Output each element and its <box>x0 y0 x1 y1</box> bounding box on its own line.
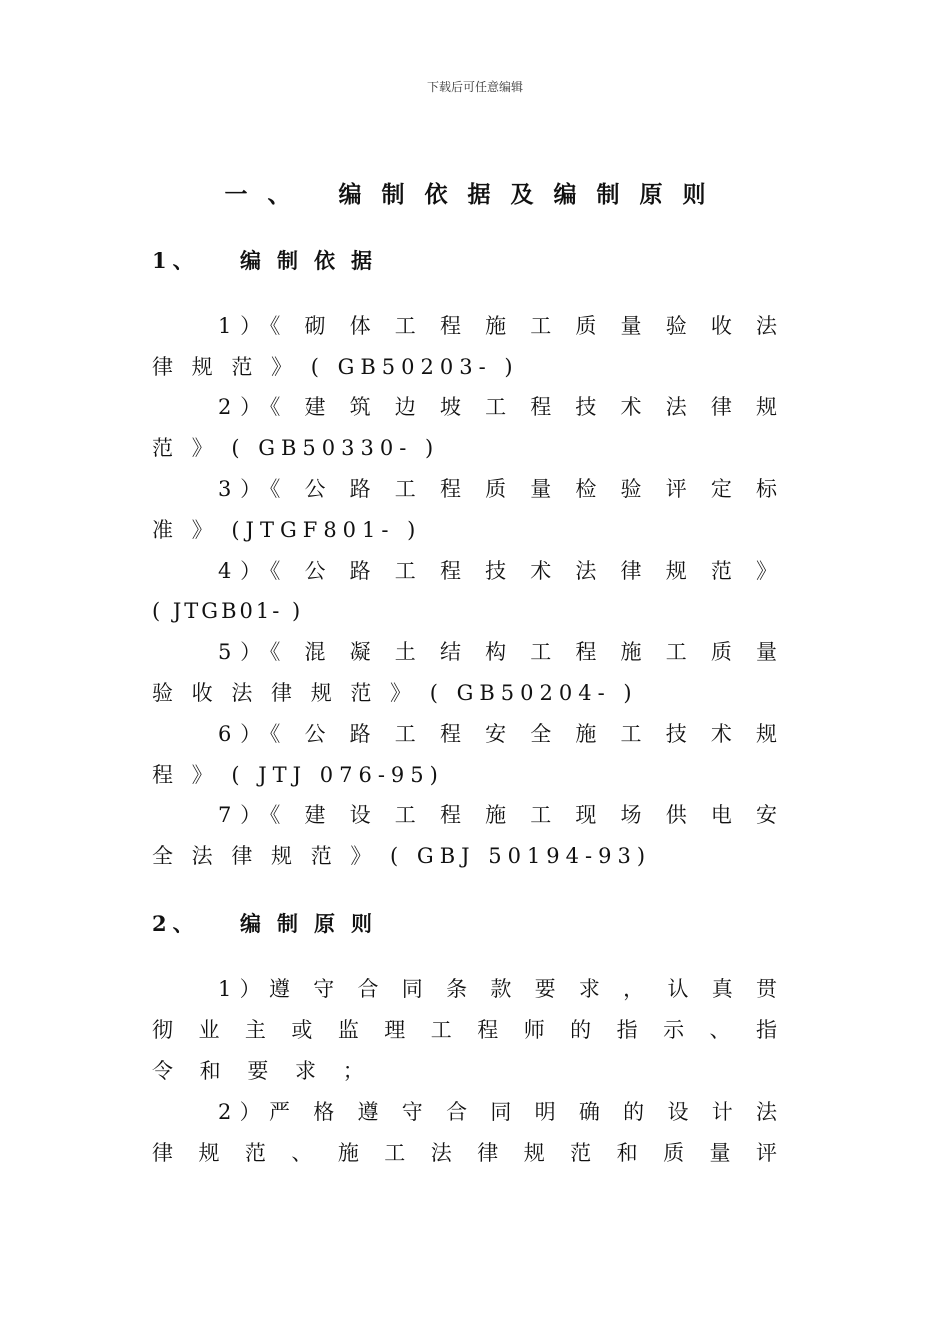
paragraph-line: 验 收 法 律 规 范 》 ( GB50204- ) <box>152 681 638 705</box>
paragraph-line: 程 》 ( JTJ 076-95) <box>152 763 444 787</box>
paragraph-line: 7）《 建 设 工 程 施 工 现 场 供 电 安 <box>218 803 777 827</box>
paragraph-line: 范 》 ( GB50330- ) <box>152 436 440 460</box>
paragraph-line: 准 》 (JTGF801- ) <box>152 518 422 542</box>
section-number: 2、 <box>152 911 200 936</box>
paragraph-line: 1）遵 守 合 同 条 款 要 求 ， 认 真 贯 <box>218 977 777 1001</box>
paragraph-line: 律 规 范 》 ( GB50203- ) <box>152 355 519 379</box>
paragraph-line: 彻 业 主 或 监 理 工 程 师 的 指 示 、 指 <box>152 1018 777 1042</box>
paragraph-line: ( JTGB01- ) <box>152 599 304 623</box>
paragraph-line: 2）严 格 遵 守 合 同 明 确 的 设 计 法 <box>218 1100 777 1124</box>
paragraph-line: 6）《 公 路 工 程 安 全 施 工 技 术 规 <box>218 722 777 746</box>
document-title: 一、 编制依据及编制原则 <box>224 181 726 208</box>
paragraph-line: 律 规 范 、 施 工 法 律 规 范 和 质 量 评 <box>152 1141 777 1165</box>
paragraph-line: 全 法 律 规 范 》 ( GBJ 50194-93) <box>152 844 652 868</box>
section-title: 编制原则 <box>240 911 388 936</box>
paragraph-line: 1）《 砌 体 工 程 施 工 质 量 验 收 法 <box>218 314 777 338</box>
header-note: 下载后可任意编辑 <box>426 80 523 94</box>
section-number: 1、 <box>152 248 200 273</box>
paragraph-line: 5）《 混 凝 土 结 构 工 程 施 工 质 量 <box>218 640 777 664</box>
paragraph-line: 令 和 要 求 ； <box>152 1059 374 1083</box>
section-heading-principles <box>152 908 388 938</box>
paragraph-line: 3）《 公 路 工 程 质 量 检 验 评 定 标 <box>218 477 777 501</box>
paragraph-line: 4）《 公 路 工 程 技 术 法 律 规 范 》 <box>218 559 777 583</box>
paragraph-line: 2）《 建 筑 边 坡 工 程 技 术 法 律 规 <box>218 395 777 419</box>
section-title: 编制依据 <box>240 248 388 273</box>
section-heading-basis <box>152 245 388 275</box>
